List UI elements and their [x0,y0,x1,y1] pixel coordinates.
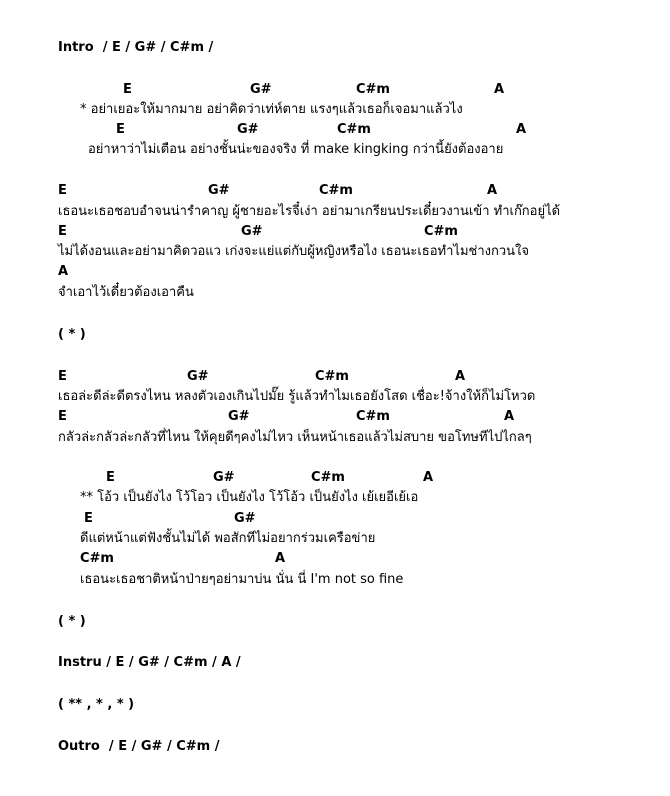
lyric-line: อย่าหาว่าไม่เตือน อย่างชั้นน่ะของจริง ที่ make kingking กว่านี้ยังต้องอาย [88,142,504,157]
chorus-repeat-marker: ( * ) [58,327,86,342]
lyric-line: ไม่ได้งอนและอย่ามาคิดวอแว เก่งจะแย่แต่กับผู้หญิงหรือไง เธอนะเธอทำไมช่างกวนใจ [58,244,530,259]
repeat-sequence: ( ** , * , * ) [58,697,135,712]
chord: G# [208,183,230,198]
chord: C#m [337,122,371,137]
chord: A [516,122,527,137]
chord: C#m [315,369,349,384]
chord: G# [213,470,235,485]
lyric-line: ** โอ้ว เป็นยังไง โว้โอว เป็นยังไง โว้โอ้ว เป็นยังไง เย้เยอีเย้เอ [80,490,419,505]
lyric-line: กลัวล่ะกลัวล่ะกลัวที่ไหน ให้คุยดีๆคงไม่ไหว เห็นหน้าเธอแล้วไม่สบาย ขอโทษทีไปไกลๆ [58,430,532,445]
chord: E [116,122,125,137]
chord: A [423,470,434,485]
lyric-line: เธอนะเธอชาติหน้าป่ายๆอย่ามาบ่น นั่น นี่ I'm not so fine [80,572,404,587]
lyric-line: เธอนะเธอชอบอำจนน่ารำคาญ ผู้ชายอะไรจี๋เง่า อย่ามาเกรียนประเดี๋ยวงานเข้า ทำเก๊กอยู่ได้ [58,204,561,219]
intro-line: Intro / E / G# / C#m / [58,40,214,55]
chord: C#m [356,82,390,97]
chord: G# [241,224,263,239]
lyric-line: ดีแต่หน้าแต่ฟังชั้นไม่ได้ พอสักทีไม่อยากร่วมเครือข่าย [80,531,376,546]
chord: C#m [356,409,390,424]
chord: C#m [311,470,345,485]
chord: G# [228,409,250,424]
chord: G# [237,122,259,137]
chord: E [58,369,67,384]
outro-line: Outro / E / G# / C#m / [58,739,220,754]
chord: G# [250,82,272,97]
instru-line: Instru / E / G# / C#m / A / [58,655,241,670]
chord: A [275,551,286,566]
chord: C#m [80,551,114,566]
chord: E [58,183,67,198]
chord: A [504,409,515,424]
lyric-line: จำเอาไว้เดี๋ยวต้องเอาคืน [58,285,194,300]
chord: G# [234,511,256,526]
chorus-repeat-marker: ( * ) [58,614,86,629]
chord: A [58,264,69,279]
lyric-line: * อย่าเยอะให้มากมาย อย่าคิดว่าเท่ห์ตาย แรงๆแล้วเธอก็เจอมาแล้วไง [80,102,463,117]
chord: E [123,82,132,97]
chord: E [58,409,67,424]
chord: G# [187,369,209,384]
chord: C#m [424,224,458,239]
chord: A [487,183,498,198]
chord: C#m [319,183,353,198]
chord: E [58,224,67,239]
chord: A [455,369,466,384]
chord: A [494,82,505,97]
chord: E [106,470,115,485]
chord: E [84,511,93,526]
lyric-line: เธอล่ะดีล่ะดีตรงไหน หลงตัวเองเกินไปมั๊ย รู้แล้วทำไมเธอยังโสด เชื่อะ!จ้างให้ก็ไม่โหวด [58,389,536,404]
